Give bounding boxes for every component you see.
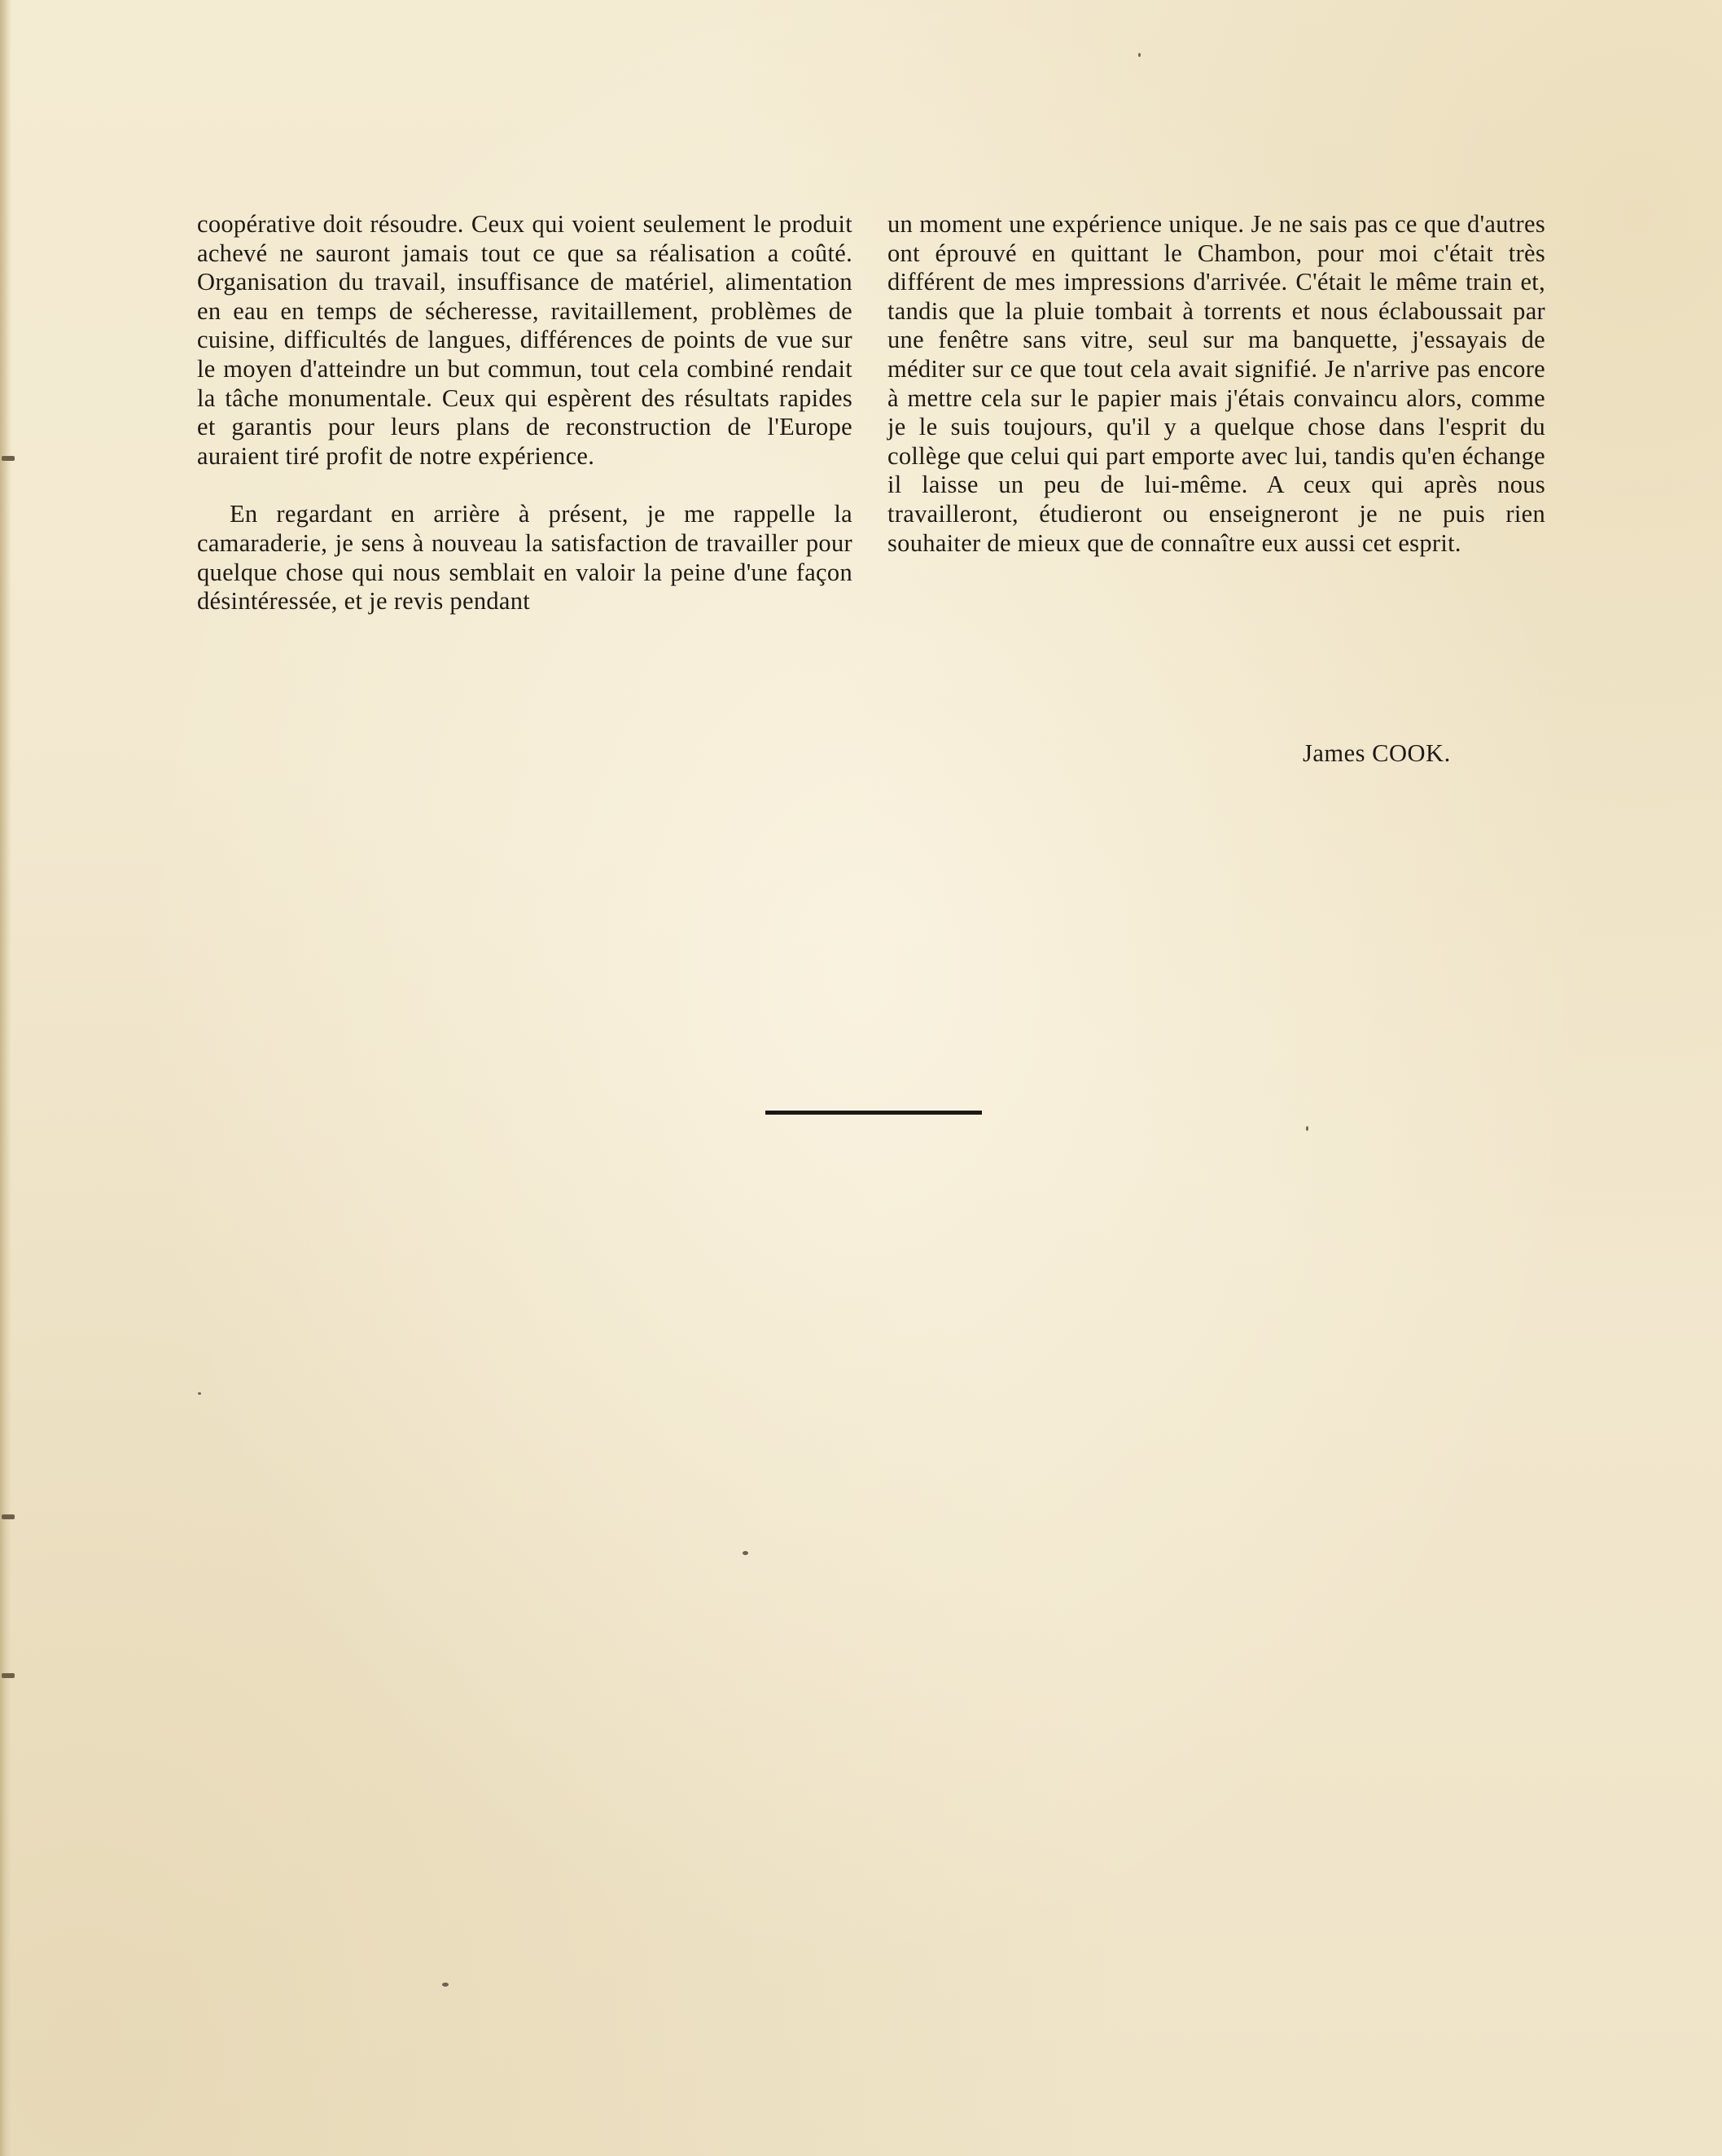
paper-speck [1138, 53, 1141, 57]
left-paragraph-2: En regardant en arrière à présent, je me rappelle la camaraderie, je sens à nouveau la satisfaction de travailler pour quelque chose qui nous semblait en valoir la peine d'une façon désintéressée, et je revis pendant [197, 500, 852, 616]
paper-speck [442, 1983, 449, 1987]
left-paragraph-1: coopérative doit résoudre. Ceux qui voient seulement le produit achevé ne sauront jamais tout ce que sa réalisation a coûté. Organisation du travail, insuffisance de matériel, alimentation en eau en temps de sécheresse, ravitaillement, problèmes de cuisine, difficultés de langues, différences de points de vue sur le moyen d'atteindre un but commun, tout cela combiné rendait la tâche monumentale. Ceux qui espèrent des résultats rapides et garantis pour leurs plans de reconstruction de l'Europe auraient tiré profit de notre expérience. [197, 210, 852, 470]
paper-speck [1306, 1126, 1308, 1131]
author-signature: James COOK. [1303, 739, 1451, 767]
paper-speck [743, 1551, 748, 1555]
right-column [887, 210, 1545, 558]
left-column [197, 210, 852, 616]
staple-mark [2, 456, 15, 461]
staple-mark [2, 1514, 15, 1519]
staple-mark [2, 1673, 15, 1678]
end-rule [765, 1111, 982, 1115]
binding-edge [0, 0, 11, 2156]
paper-speck [198, 1392, 201, 1395]
right-paragraph-1: un moment une expérience unique. Je ne sais pas ce que d'autres ont éprouvé en quittant le Chambon, pour moi c'était très différent de mes impressions d'arrivée. C'était le même train et, tandis que la pluie tombait à torrents et nous éclaboussait par une fenêtre sans vitre, seul sur ma banquette, j'essayais de méditer sur ce que tout cela avait signifié. Je n'arrive pas encore à mettre cela sur le papier mais j'étais convaincu alors, comme je le suis toujours, qu'il y a quelque chose dans l'esprit du collège que celui qui part emporte avec lui, tandis qu'en échange il laisse un peu de lui-même. A ceux qui après nous travailleront, étudieront ou enseigneront je ne puis rien souhaiter de mieux que de connaître eux aussi cet esprit. [887, 210, 1545, 557]
